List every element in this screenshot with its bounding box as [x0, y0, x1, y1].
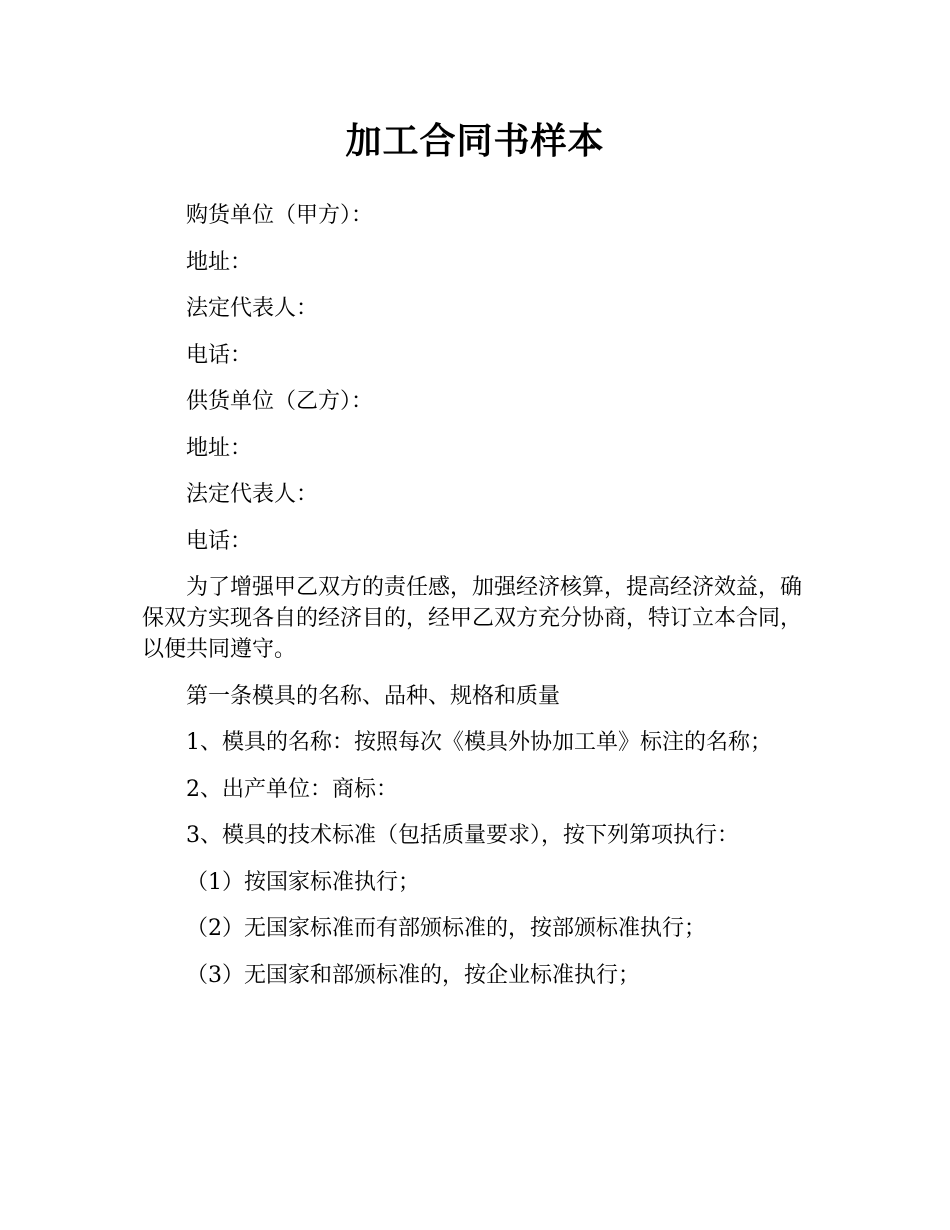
supplier-address-line: 地址：	[186, 435, 253, 461]
sub-clause-2: （2）无国家标准而有部颁标准的，按部颁标准执行；	[186, 916, 706, 941]
sub-clause-3: （3）无国家和部颁标准的，按企业标准执行；	[186, 962, 640, 988]
buyer-unit-line: 购货单位（甲方）：	[186, 203, 374, 228]
preamble-paragraph: 为了增强甲乙双方的责任感，加强经济核算，提高经济效益，确保双方实现各自的经济目的，经甲乙双方充分协商，特订立本合同，以便共同遵守。	[142, 575, 803, 662]
clause-2-producer: 2、出产单位：商标：	[186, 776, 398, 802]
document-title: 加工合同书样本	[345, 121, 605, 162]
clause-3-technical-standard: 3、模具的技术标准（包括质量要求），按下列第项执行：	[186, 823, 739, 848]
supplier-phone-line: 电话：	[186, 528, 253, 554]
article-1-heading: 第一条模具的名称、品种、规格和质量	[186, 683, 561, 709]
sub-clause-1: （1）按国家标准执行；	[186, 869, 420, 895]
supplier-unit-line: 供货单位（乙方）：	[186, 389, 374, 414]
clause-1-mold-name: 1、模具的名称：按照每次《模具外协加工单》标注的名称；	[186, 730, 772, 755]
buyer-address-line: 地址：	[186, 249, 253, 275]
buyer-phone-line: 电话：	[186, 342, 253, 368]
document-body	[142, 200, 814, 1006]
supplier-legal-rep-line: 法定代表人：	[186, 482, 319, 507]
buyer-legal-rep-line: 法定代表人：	[186, 296, 319, 321]
